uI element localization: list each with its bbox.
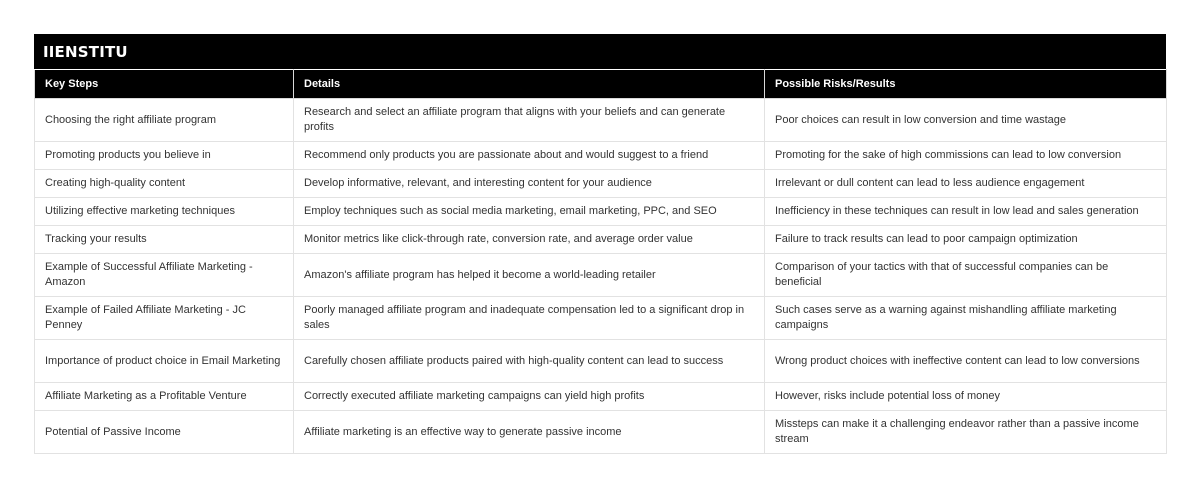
cell-details: Affiliate marketing is an effective way to generate passive income xyxy=(294,411,765,454)
cell-risks: Wrong product choices with ineffective content can lead to low conversions xyxy=(765,340,1167,383)
cell-key-step: Creating high-quality content xyxy=(35,170,294,198)
cell-risks: However, risks include potential loss of money xyxy=(765,383,1167,411)
brand-title: IIENSTITU xyxy=(43,42,128,61)
cell-risks: Such cases serve as a warning against mishandling affiliate marketing campaigns xyxy=(765,297,1167,340)
cell-risks: Failure to track results can lead to poor campaign optimization xyxy=(765,226,1167,254)
table-row xyxy=(35,340,1167,383)
cell-key-step: Example of Failed Affiliate Marketing - JC Penney xyxy=(35,297,294,340)
table-header-row xyxy=(35,70,1167,99)
table-row xyxy=(35,170,1167,198)
header-possible-risks: Possible Risks/Results xyxy=(765,70,1167,99)
cell-details: Recommend only products you are passionate about and would suggest to a friend xyxy=(294,142,765,170)
brand-bar xyxy=(34,34,1166,69)
cell-risks: Poor choices can result in low conversion and time wastage xyxy=(765,99,1167,142)
cell-key-step: Promoting products you believe in xyxy=(35,142,294,170)
cell-risks: Inefficiency in these techniques can result in low lead and sales generation xyxy=(765,198,1167,226)
cell-details: Correctly executed affiliate marketing campaigns can yield high profits xyxy=(294,383,765,411)
cell-key-step: Importance of product choice in Email Marketing xyxy=(35,340,294,383)
table-row xyxy=(35,99,1167,142)
cell-key-step: Affiliate Marketing as a Profitable Venture xyxy=(35,383,294,411)
cell-risks: Promoting for the sake of high commissions can lead to low conversion xyxy=(765,142,1167,170)
table-row xyxy=(35,142,1167,170)
cell-details: Amazon's affiliate program has helped it become a world-leading retailer xyxy=(294,254,765,297)
cell-risks: Missteps can make it a challenging endeavor rather than a passive income stream xyxy=(765,411,1167,454)
header-key-steps: Key Steps xyxy=(35,70,294,99)
table-row xyxy=(35,226,1167,254)
cell-key-step: Utilizing effective marketing techniques xyxy=(35,198,294,226)
cell-key-step: Example of Successful Affiliate Marketing - Amazon xyxy=(35,254,294,297)
cell-details: Develop informative, relevant, and interesting content for your audience xyxy=(294,170,765,198)
table-row xyxy=(35,254,1167,297)
cell-key-step: Tracking your results xyxy=(35,226,294,254)
cell-key-step: Potential of Passive Income xyxy=(35,411,294,454)
cell-details: Poorly managed affiliate program and inadequate compensation led to a significant drop in sales xyxy=(294,297,765,340)
table-row xyxy=(35,297,1167,340)
cell-details: Employ techniques such as social media marketing, email marketing, PPC, and SEO xyxy=(294,198,765,226)
content-table-container xyxy=(34,34,1166,454)
cell-risks: Comparison of your tactics with that of successful companies can be beneficial xyxy=(765,254,1167,297)
cell-details: Research and select an affiliate program that aligns with your beliefs and can generate profits xyxy=(294,99,765,142)
cell-risks: Irrelevant or dull content can lead to less audience engagement xyxy=(765,170,1167,198)
cell-details: Monitor metrics like click-through rate, conversion rate, and average order value xyxy=(294,226,765,254)
table-row xyxy=(35,383,1167,411)
table-row xyxy=(35,411,1167,454)
cell-key-step: Choosing the right affiliate program xyxy=(35,99,294,142)
header-details: Details xyxy=(294,70,765,99)
cell-details: Carefully chosen affiliate products paired with high-quality content can lead to success xyxy=(294,340,765,383)
key-steps-table xyxy=(34,69,1167,454)
table-row xyxy=(35,198,1167,226)
